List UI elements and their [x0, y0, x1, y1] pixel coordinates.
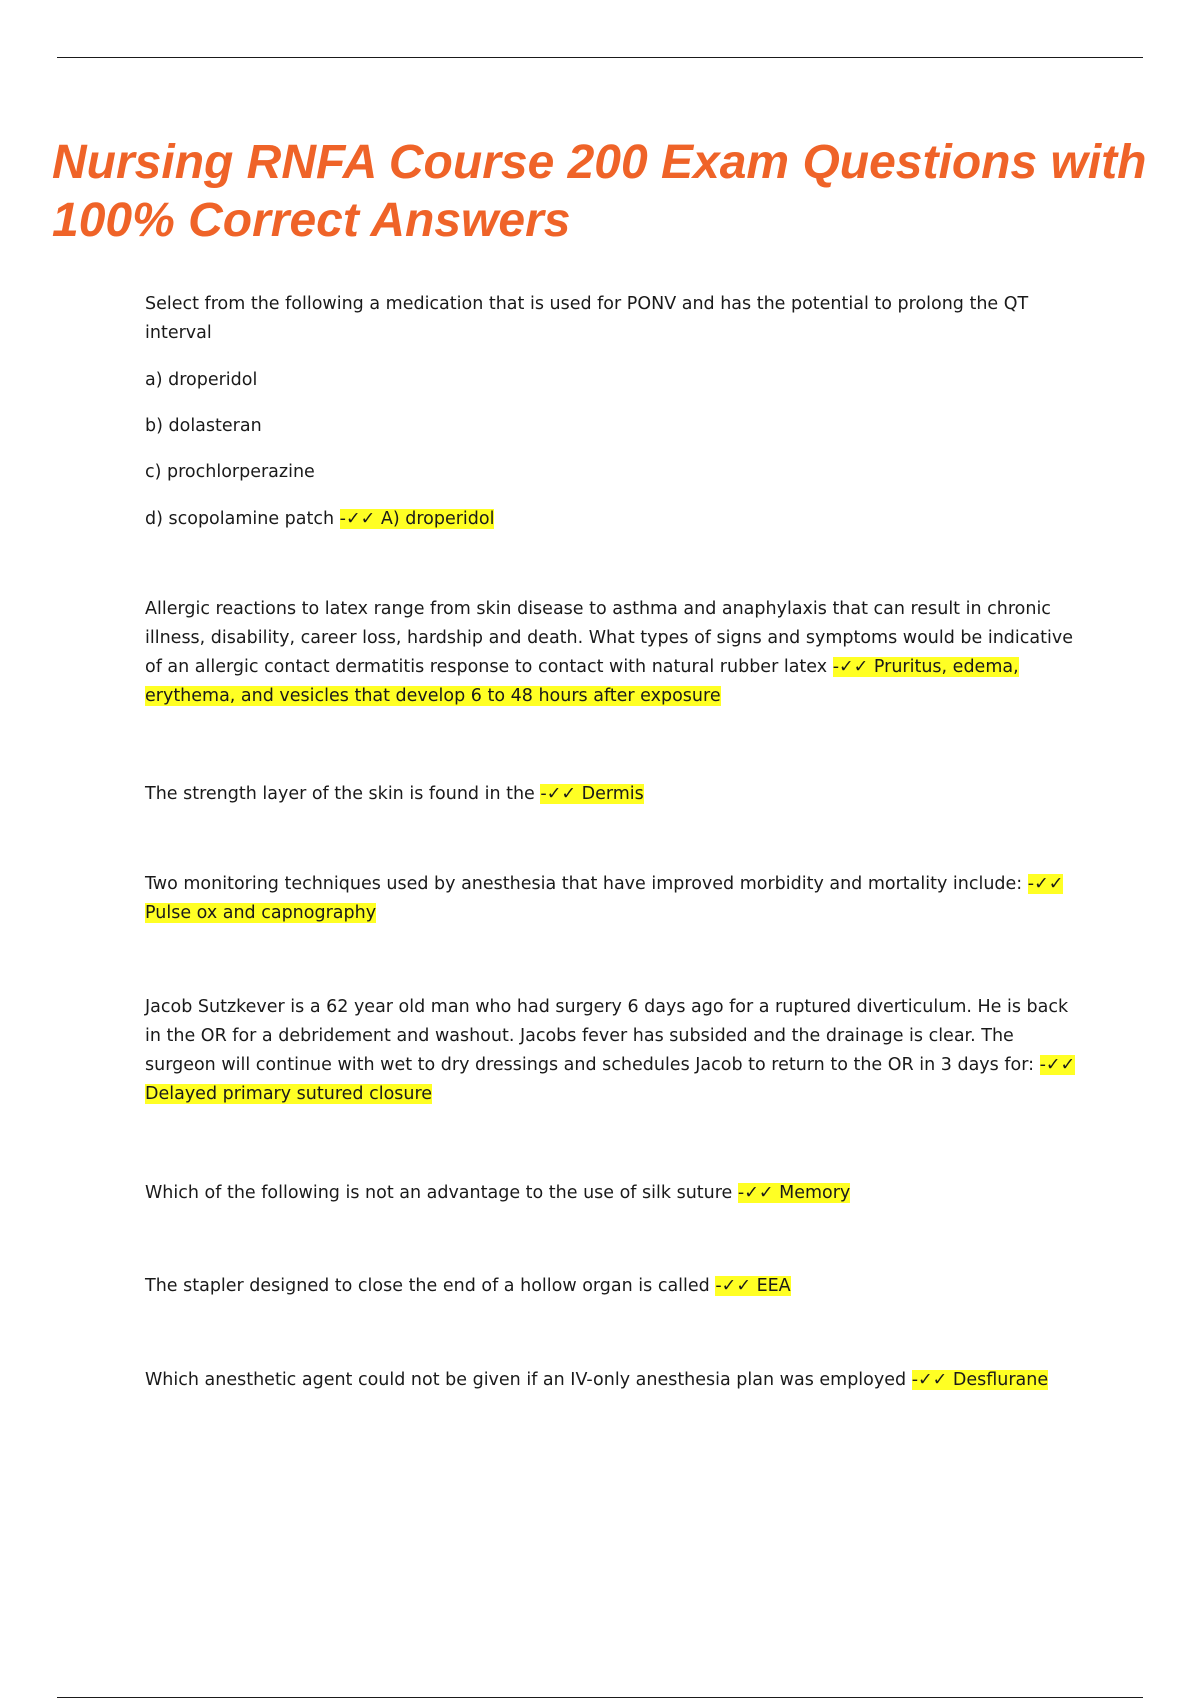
question-6-prompt: Which of the following is not an advantage to the use of silk suture [145, 1183, 733, 1203]
question-8-prompt: Which anesthetic agent could not be given if an IV-only anesthesia plan was employed [145, 1370, 907, 1390]
question-4 [145, 870, 1085, 928]
question-7 [145, 1272, 1085, 1301]
question-1-prompt: Select from the following a medication that is used for PONV and has the potential to prolong the QT interval [145, 294, 1029, 343]
question-5-answer: -✓✓ Delayed primary sutured closure [145, 1055, 1076, 1104]
question-3 [145, 780, 1085, 809]
question-2-prompt: Allergic reactions to latex range from skin disease to asthma and anaphylaxis that can result in chronic illness, disability, career loss, hardship and death. What types of signs and symptoms would be indicative of an allergic contact dermatitis response to contact with natural rubber latex [145, 599, 1073, 677]
question-4-prompt: Two monitoring techniques used by anesthesia that have improved morbidity and mortality include: [145, 874, 1023, 894]
document-title: Nursing RNFA Course 200 Exam Questions with 100% Correct Answers [52, 136, 1147, 247]
question-1-option-a: a) droperidol [145, 370, 258, 390]
question-1-option-d-text: d) scopolamine patch [145, 509, 335, 529]
question-6-answer: -✓✓ Memory [737, 1183, 851, 1203]
header-rule [57, 57, 1143, 58]
question-1 [145, 290, 1085, 348]
question-8-answer: -✓✓ Desflurane [911, 1370, 1049, 1390]
question-6 [145, 1179, 1085, 1208]
question-5 [145, 993, 1085, 1109]
question-3-prompt: The strength layer of the skin is found in the [145, 784, 535, 804]
question-4-answer: -✓✓ Pulse ox and capnography [145, 874, 1064, 923]
question-7-answer: -✓✓ EEA [715, 1276, 791, 1296]
question-2-answer: -✓✓ Pruritus, edema, erythema, and vesicles that develop 6 to 48 hours after exposure [145, 657, 1019, 706]
question-2 [145, 595, 1085, 711]
question-1-option-d [145, 505, 494, 534]
question-1-option-c: c) prochlorperazine [145, 462, 315, 482]
question-1-answer: -✓✓ A) droperidol [339, 509, 495, 529]
question-5-prompt: Jacob Sutzkever is a 62 year old man who had surgery 6 days ago for a ruptured diverticulum. He is back in the OR for a debridement and washout. Jacobs fever has subsided and the drainage is clear. The surgeon will continue with wet to dry dressings and schedules Jacob to return to the OR in 3 days for: [145, 997, 1069, 1075]
question-3-answer: -✓✓ Dermis [540, 784, 644, 804]
question-1-option-b: b) dolasteran [145, 416, 262, 436]
question-7-prompt: The stapler designed to close the end of a hollow organ is called [145, 1276, 710, 1296]
footer-rule [57, 1697, 1143, 1698]
question-8 [145, 1366, 1085, 1395]
